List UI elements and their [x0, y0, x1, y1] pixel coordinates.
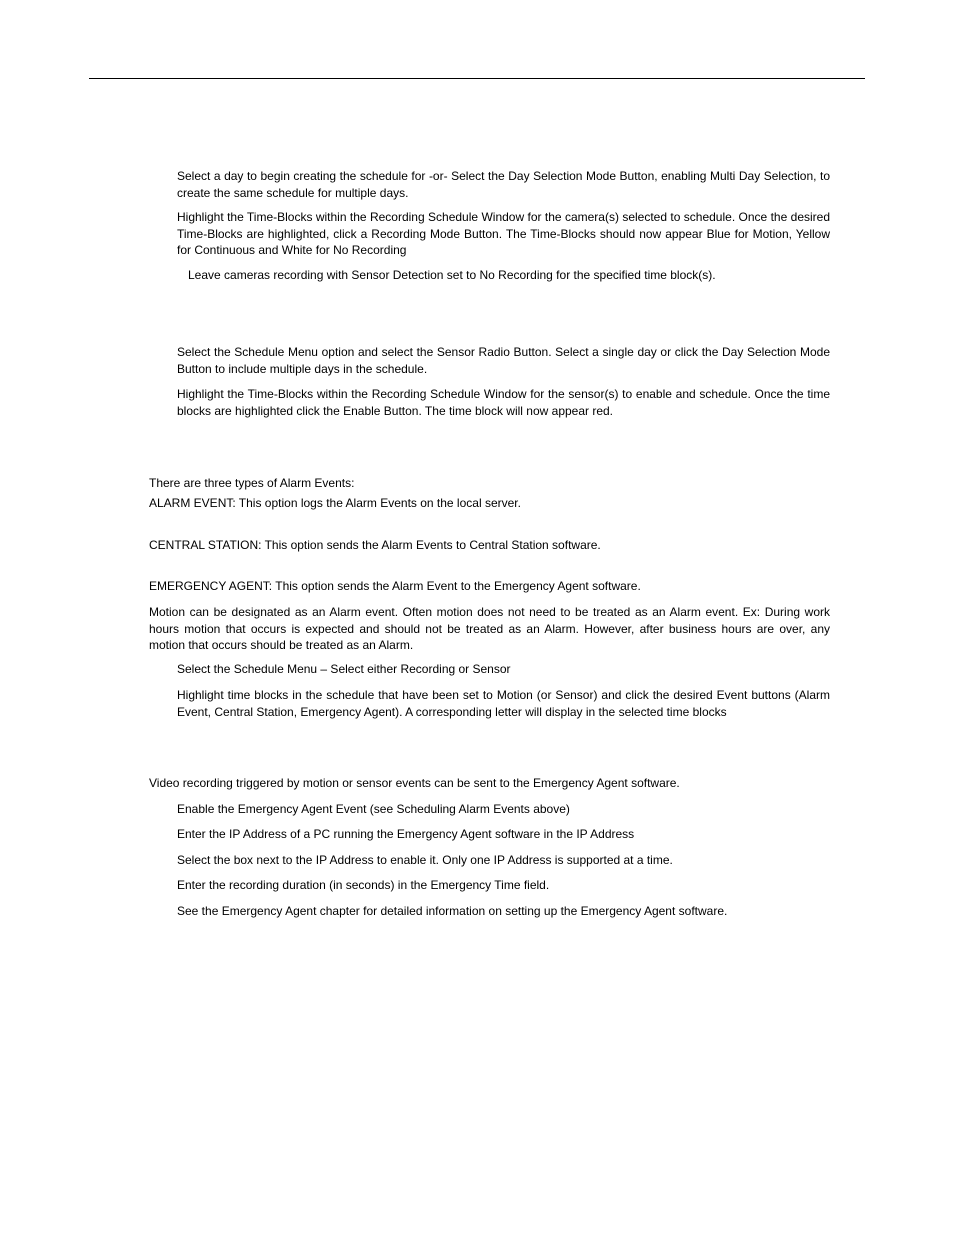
alarm-types-intro: There are three types of Alarm Events: — [149, 476, 355, 490]
alarm-event-description: ALARM EVENT: This option logs the Alarm Events on the local server. — [149, 496, 521, 510]
alarm-step-select-menu: Select the Schedule Menu – Select either Recording or Sensor — [177, 662, 511, 676]
schedule-step-highlight-time-blocks: Highlight the Time-Blocks within the Recording Schedule Window for the camera(s) selected to schedule. Once the desired Time-Blocks are highlighted, click a Recording Mode Button. The Time-Blocks should now appear Blue for Motion, Yellow for Continuous and White for No Recording — [177, 210, 830, 257]
central-station-description: CENTRAL STATION: This option sends the Alarm Events to Central Station software. — [149, 538, 601, 552]
emergency-step-enter-ip: Enter the IP Address of a PC running the Emergency Agent software in the IP Address — [177, 827, 635, 841]
sensor-step-highlight-time-blocks: Highlight the Time-Blocks within the Recording Schedule Window for the sensor(s) to enable and schedule. Once the time blocks are highlighted click the Enable Button. The time block will now appear red. — [177, 387, 830, 418]
emergency-step-enter-duration: Enter the recording duration (in seconds) in the Emergency Time field. — [177, 878, 550, 892]
emergency-agent-intro: Video recording triggered by motion or sensor events can be sent to the Emergency Agent software. — [149, 776, 680, 790]
emergency-step-see-chapter: See the Emergency Agent chapter for detailed information on setting up the Emergency Agent software. — [177, 904, 728, 918]
sensor-step-select-menu: Select the Schedule Menu option and select the Sensor Radio Button. Select a single day or click the Day Selection Mode Button to include multiple days in the schedule. — [177, 345, 830, 376]
header-rule — [89, 78, 865, 79]
emergency-agent-description: EMERGENCY AGENT: This option sends the Alarm Event to the Emergency Agent software. — [149, 579, 641, 593]
emergency-step-enable-event: Enable the Emergency Agent Event (see Scheduling Alarm Events above) — [177, 802, 570, 816]
schedule-step-select-day: Select a day to begin creating the schedule for -or- Select the Day Selection Mode Button, enabling Multi Day Selection, to create the same schedule for multiple days. — [177, 169, 830, 200]
motion-alarm-paragraph: Motion can be designated as an Alarm event. Often motion does not need to be treated as an Alarm event. Ex: During work hours motion that occurs is expected and should not be treated as an Alarm. However, after business hours are over, any motion that occurs should be treated as an Alarm. — [149, 605, 830, 652]
alarm-step-highlight-time-blocks: Highlight time blocks in the schedule that have been set to Motion (or Sensor) and click the desired Event buttons (Alarm Event, Central Station, Emergency Agent). A corresponding letter will display in the selected time blocks — [177, 688, 830, 719]
emergency-step-select-box: Select the box next to the IP Address to enable it. Only one IP Address is supported at a time. — [177, 853, 673, 867]
sensor-detection-note: Leave cameras recording with Sensor Detection set to No Recording for the specified time block(s). — [188, 268, 716, 282]
